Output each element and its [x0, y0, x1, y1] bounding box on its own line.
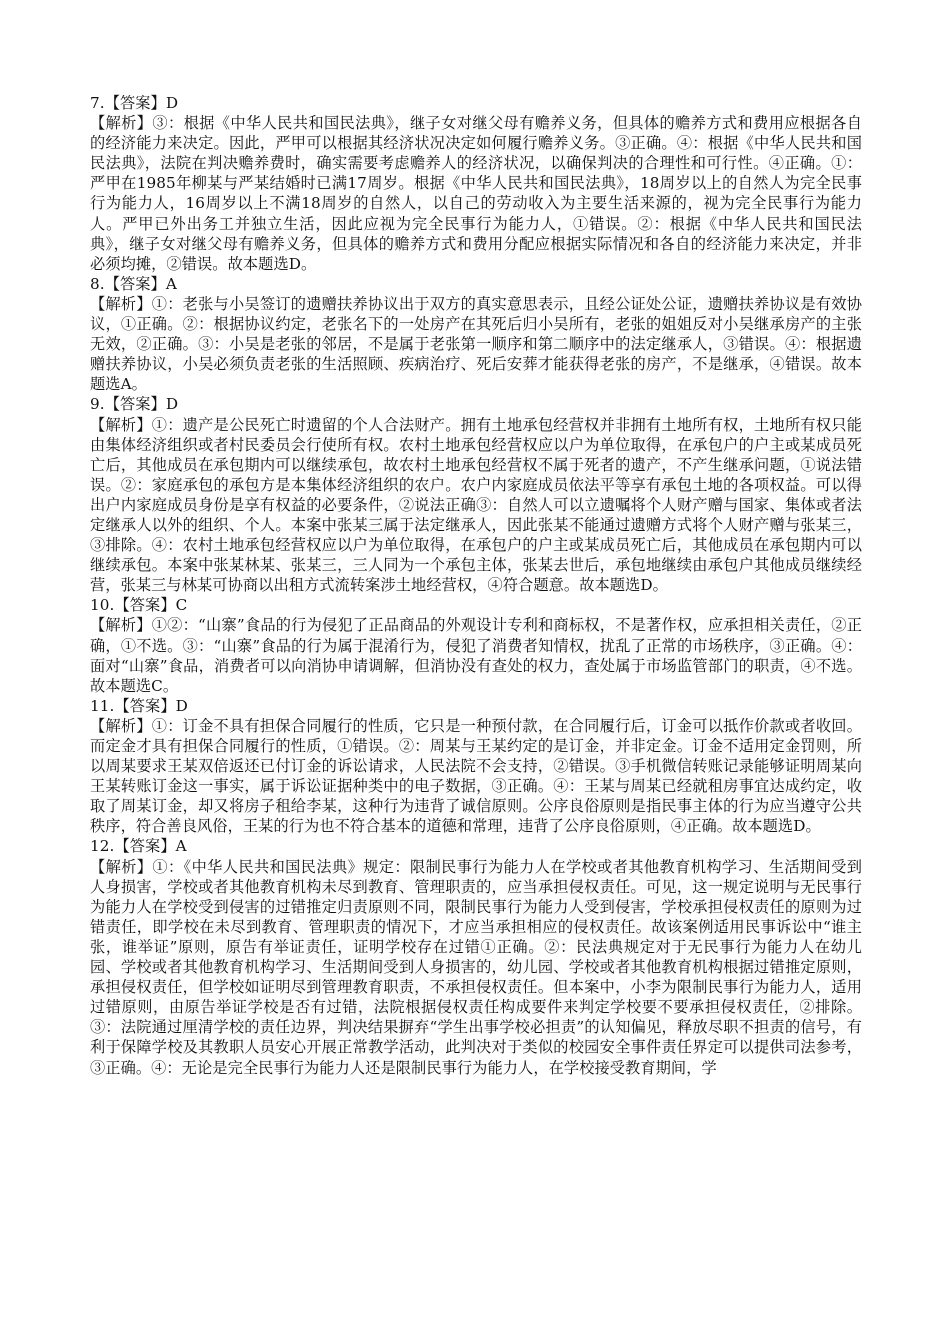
- answer-heading: 8.【答案】A: [90, 274, 177, 293]
- analysis-paragraph: 【解析】①：《中华人民共和国民法典》规定：限制民事行为能力人在学校或者其他教育机构学习、生活期间受到人身损害，学校或者其他教育机构未尽到教育、管理职责的，应当承担侵权责任。可见，这一规定说明与无民事行为能力人在学校受到侵害的过错推定归责原则不同，限制民事行为能力人受到侵害，学校承担侵权责任的原则为过错责任，即学校在未尽到教育、管理职责的情况下，才应当承担相应的侵权责任。故该案例适用民事诉讼中“谁主张，谁举证”原则，原告有举证责任，证明学校存在过错①正确。②：民法典规定对于无民事行为能力人在幼儿园、学校或者其他教育机构学习、生活期间受到人身损害的，幼儿园、学校或者其他教育机构根据过错推定原则，承担侵权责任，但学校如证明尽到管理教育职责，不承担侵权责任。但本案中，小李为限制民事行为能力人，适用过错原则，由原告举证学校是否有过错，法院根据侵权责任构成要件来判定学校要不要承担侵权责任，②排除。③：法院通过厘清学校的责任边界，判决结果摒弃“学生出事学校必担责”的认知偏见，释放尽职不担责的信号，有利于保障学校及其教职人员安心开展正常教学活动，此判决对于类似的校园安全事件责任界定可以提供司法参考，③正确。④：无论是完全民事行为能力人还是限制民事行为能力人，在学校接受教育期间，学: [90, 857, 862, 1077]
- answer-item-12: [90, 836, 862, 1077]
- answer-item-11: [90, 696, 862, 837]
- analysis-paragraph: 【解析】③：根据《中华人民共和国民法典》，继子女对继父母有赡养义务，但具体的赡养方式和费用应根据各自的经济能力来决定。因此，严甲可以根据其经济状况决定如何履行赡养义务。③正确。④：根据《中华人民共和国民法典》，法院在判决赡养费时，确实需要考虑赡养人的经济状况，以确保判决的合理性和可行性。④正确。①：严甲在1985年柳某与严某结婚时已满17周岁。根据《中华人民共和国民法典》，18周岁以上的自然人为完全民事行为能力人，16周岁以上不满18周岁的自然人，以自己的劳动收入为主要生活来源的，视为完全民事行为能力人。严甲已外出务工并独立生活，因此应视为完全民事行为能力人，①错误。②：根据《中华人民共和国民法典》，继子女对继父母有赡养义务，但具体的赡养方式和费用分配应根据实际情况和各自的经济能力来决定，并非必须均摊，②错误。故本题选D。: [90, 114, 862, 273]
- analysis-paragraph: 【解析】①②：“山寨”食品的行为侵犯了正品商品的外观设计专利和商标权，不是著作权，应承担相关责任，②正确，①不选。③：“山寨”食品的行为属于混淆行为，侵犯了消费者知情权，扰乱了正常的市场秩序，③正确。④：面对“山寨”食品，消费者可以向消协申请调解，但消协没有查处的权力，查处属于市场监管部门的职责，④不选。故本题选C。: [90, 616, 862, 695]
- answer-heading: 10.【答案】C: [90, 596, 188, 615]
- answer-heading: 9.【答案】D: [90, 395, 179, 414]
- answer-item-8: [90, 274, 862, 395]
- answer-item-9: [90, 394, 862, 595]
- analysis-paragraph: 【解析】①：订金不具有担保合同履行的性质，它只是一种预付款，在合同履行后，订金可以抵作价款或者收回。而定金才具有担保合同履行的性质，①错误。②：周某与王某约定的是订金，并非定金。订金不适用定金罚则，所以周某要求王某双倍返还已付订金的诉讼请求，人民法院不会支持，②错误。③手机微信转账记录能够证明周某向王某转账订金这一事实，属于诉讼证据种类中的电子数据，③正确。④：王某与周某已经就租房事宜达成约定，收取了周某订金，却又将房子租给李某，这种行为违背了诚信原则。公序良俗原则是指民事主体的行为应当遵守公共秩序，符合善良风俗，王某的行为也不符合基本的道德和常理，违背了公序良俗原则，④正确。故本题选D。: [90, 716, 862, 836]
- analysis-paragraph: 【解析】①：老张与小吴签订的遗赠扶养协议出于双方的真实意思表示，且经公证处公证，遗赠扶养协议是有效协议，①正确。②：根据协议约定，老张名下的一处房产在其死后归小吴所有，老张的姐姐反对小吴继承房产的主张无效，②正确。③：小吴是老张的邻居，不是属于老张第一顺序和第二顺序中的法定继承人，③错误。④：根据遗赠扶养协议，小吴必须负责老张的生活照顾、疾病治疗、死后安葬才能获得老张的房产，不是继承，④错误。故本题选A。: [90, 294, 862, 394]
- answer-item-7: [90, 93, 862, 274]
- answer-item-10: [90, 595, 862, 695]
- analysis-paragraph: 【解析】①：遗产是公民死亡时遗留的个人合法财产。拥有土地承包经营权并非拥有土地所有权，土地所有权只能由集体经济组织或者村民委员会行使所有权。农村土地承包经营权应以户为单位取得，在承包户的户主或某成员死亡后，其他成员在承包期内可以继续承包，故农村土地承包经营权不属于死者的遗产，不产生继承问题，①说法错误。②：家庭承包的承包方是本集体经济组织的农户。农户内家庭成员依法平等享有承包土地的各项权益。可以得出户内家庭成员身份是享有权益的必要条件，②说法正确③：自然人可以立遗嘱将个人财产赠与国家、集体或者法定继承人以外的组织、个人。本案中张某三属于法定继承人，因此张某不能通过遗赠方式将个人财产赠与张某三，③排除。④：农村土地承包经营权应以户为单位取得，在承包户的户主或某成员死亡后，其他成员在承包期内可以继续承包。本案中张某林某、张某三，三人同为一个承包主体，张某去世后，承包地继续由承包户其他成员继续经营，张某三与林某可协商以出租方式流转案涉土地经营权，④符合题意。故本题选D。: [90, 415, 862, 595]
- document-page: [90, 93, 862, 1078]
- answer-heading: 7.【答案】D: [90, 94, 179, 112]
- answer-heading: 11.【答案】D: [90, 696, 188, 715]
- answer-heading: 12.【答案】A: [90, 837, 187, 856]
